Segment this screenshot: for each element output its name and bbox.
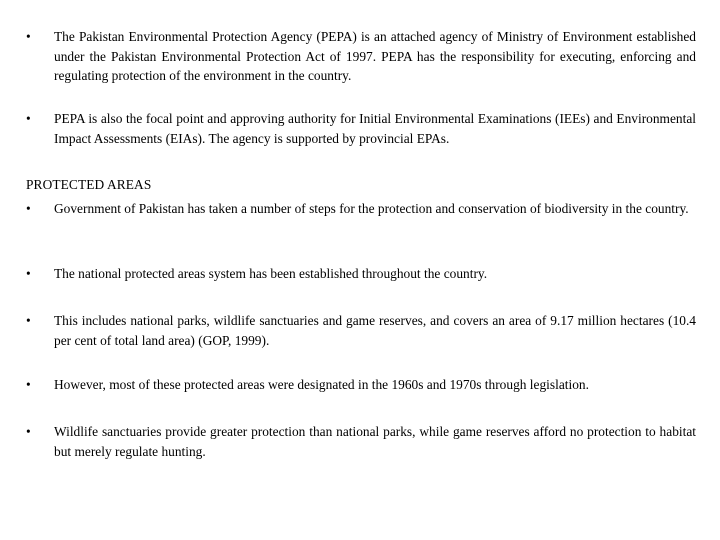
list-item bbox=[26, 264, 696, 284]
list-item-text: This includes national parks, wildlife sanctuaries and game reserves, and covers an area of 9.17 million hectares (10.4 per cent of total land area) (GOP, 1999). bbox=[54, 313, 696, 348]
list-item bbox=[26, 27, 696, 86]
list-item bbox=[26, 199, 696, 219]
list-item bbox=[26, 109, 696, 148]
bullet-marker: • bbox=[26, 424, 31, 439]
list-item bbox=[26, 375, 696, 395]
list-item-text: Wildlife sanctuaries provide greater protection than national parks, while game reserves afford no protection to habitat but merely regulate hunting. bbox=[54, 424, 696, 459]
list-item-text: Government of Pakistan has taken a number of steps for the protection and conservation of biodiversity in the country. bbox=[54, 201, 689, 216]
section-heading: PROTECTED AREAS bbox=[26, 177, 152, 192]
list-item bbox=[26, 422, 696, 461]
list-item-text: However, most of these protected areas were designated in the 1960s and 1970s through legislation. bbox=[54, 377, 589, 392]
bullet-marker: • bbox=[26, 313, 31, 328]
bullet-marker: • bbox=[26, 201, 31, 216]
bullet-marker: • bbox=[26, 377, 31, 392]
list-item-text: PEPA is also the focal point and approving authority for Initial Environmental Examinations (IEEs) and Environmental Impact Assessments (EIAs). The agency is supported by provincial EPAs. bbox=[54, 111, 696, 146]
list-item bbox=[26, 311, 696, 350]
list-item-text: The Pakistan Environmental Protection Agency (PEPA) is an attached agency of Ministry of Environment established under the Pakistan Environmental Protection Act of 1997. PEPA has the responsibility for executing, enforcing and regulating protection of the environment in the country. bbox=[54, 29, 696, 83]
bullet-marker: • bbox=[26, 266, 31, 281]
bullet-marker: • bbox=[26, 111, 31, 126]
list-item-text: The national protected areas system has been established throughout the country. bbox=[54, 266, 488, 281]
bullet-marker: • bbox=[26, 29, 31, 44]
